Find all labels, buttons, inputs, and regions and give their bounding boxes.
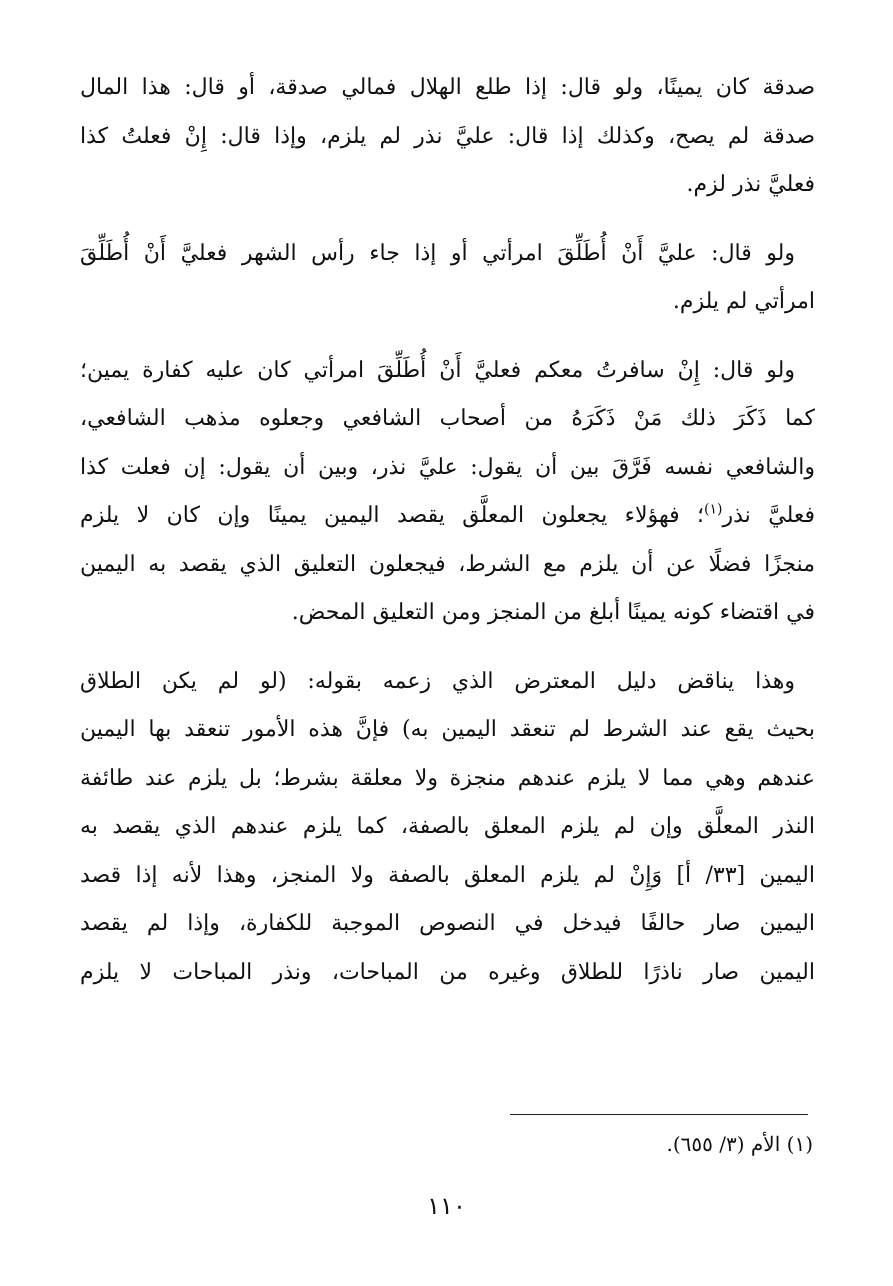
- text-line-content: ولو قال: عليَّ أَنْ أُطَلِّقَ امرأتي أو إذا جاء رأس الشهر فعليَّ أَنْ أُطَلِّقَ: [80, 240, 795, 266]
- text-line: كما ذَكَرَ ذلك مَنْ ذَكَرَهُ من أصحاب الشافعي وجعلوه مذهب الشافعي،: [80, 406, 815, 431]
- text-line: [80, 492, 815, 541]
- text-line: فعليَّ نذر لزم.: [686, 172, 815, 197]
- main-text: [80, 64, 815, 1017]
- text-line: [80, 230, 815, 279]
- page-number: ١١٠: [427, 1192, 466, 1220]
- text-line: اليمين صار ناذرًا للطلاق وغيره من المباحات، ونذر المباحات لا يلزم: [80, 959, 815, 985]
- text-line: منجزًا فضلًا عن أن يلزم مع الشرط، فيجعلون التعليق الذي يقصد به اليمين: [80, 551, 815, 577]
- text-line-content: ولو قال: إِنْ سافرتُ معكم فعليَّ أَنْ أُطَلِّقَ امرأتي كان عليه كفارة يمين؛: [80, 357, 795, 383]
- paragraph-4: [80, 658, 815, 998]
- text-line: [80, 347, 815, 396]
- text-line: صدقة لم يصح، وكذلك إذا قال: عليَّ نذر لم يلزم، وإذا قال: إِنْ فعلتُ كذا: [80, 123, 815, 149]
- text-line: صدقة كان يمينًا، ولو قال: إذا طلع الهلال فمالي صدقة، أو قال: هذا المال: [80, 75, 815, 100]
- footnote: (١) الأم (٣/ ٦٥٥).: [666, 1132, 813, 1156]
- paragraph-2: [80, 230, 815, 327]
- text-line-content: ؛ فهؤلاء يجعلون المعلَّق يقصد اليمين يمينًا وإن كان لا يلزم: [80, 503, 705, 528]
- footnote-reference[interactable]: (١): [704, 501, 723, 518]
- text-line: اليمين [٣٣/ أ] وَإِنْ لم يلزم المعلق بالصفة ولا المنجز، وهذا لأنه إذا قصد: [80, 862, 815, 888]
- text-line-content: وهذا يناقض دليل المعترض الذي زعمه بقوله: (لو لم يكن الطلاق: [80, 668, 795, 694]
- footnote-divider: [510, 1114, 808, 1115]
- text-line-content: فعليَّ نذر: [722, 503, 815, 528]
- text-line: اليمين صار حالفًا فيدخل في النصوص الموجبة للكفارة، وإذا لم يقصد: [80, 911, 815, 936]
- text-line: والشافعي نفسه فَرَّقَ بين أن يقول: عليَّ نذر، وبين أن يقول: إن فعلت كذا: [80, 454, 815, 480]
- text-line: في اقتضاء كونه يمينًا أبلغ من المنجز ومن التعليق المحض.: [291, 600, 815, 625]
- text-line: النذر المعلَّق وإن لم يلزم المعلق بالصفة، كما يلزم عندهم الذي يقصد به: [80, 814, 815, 839]
- text-line: امرأتي لم يلزم.: [672, 289, 815, 314]
- paragraph-3: [80, 347, 815, 638]
- text-line: عندهم وهي مما لا يلزم عندهم منجزة ولا معلقة بشرط؛ بل يلزم عند طائفة: [80, 765, 815, 791]
- text-line: بحيث يقع عند الشرط لم تنعقد اليمين به) فإنَّ هذه الأمور تنعقد بها اليمين: [80, 717, 815, 742]
- text-line: [80, 658, 815, 707]
- paragraph-1: [80, 64, 815, 210]
